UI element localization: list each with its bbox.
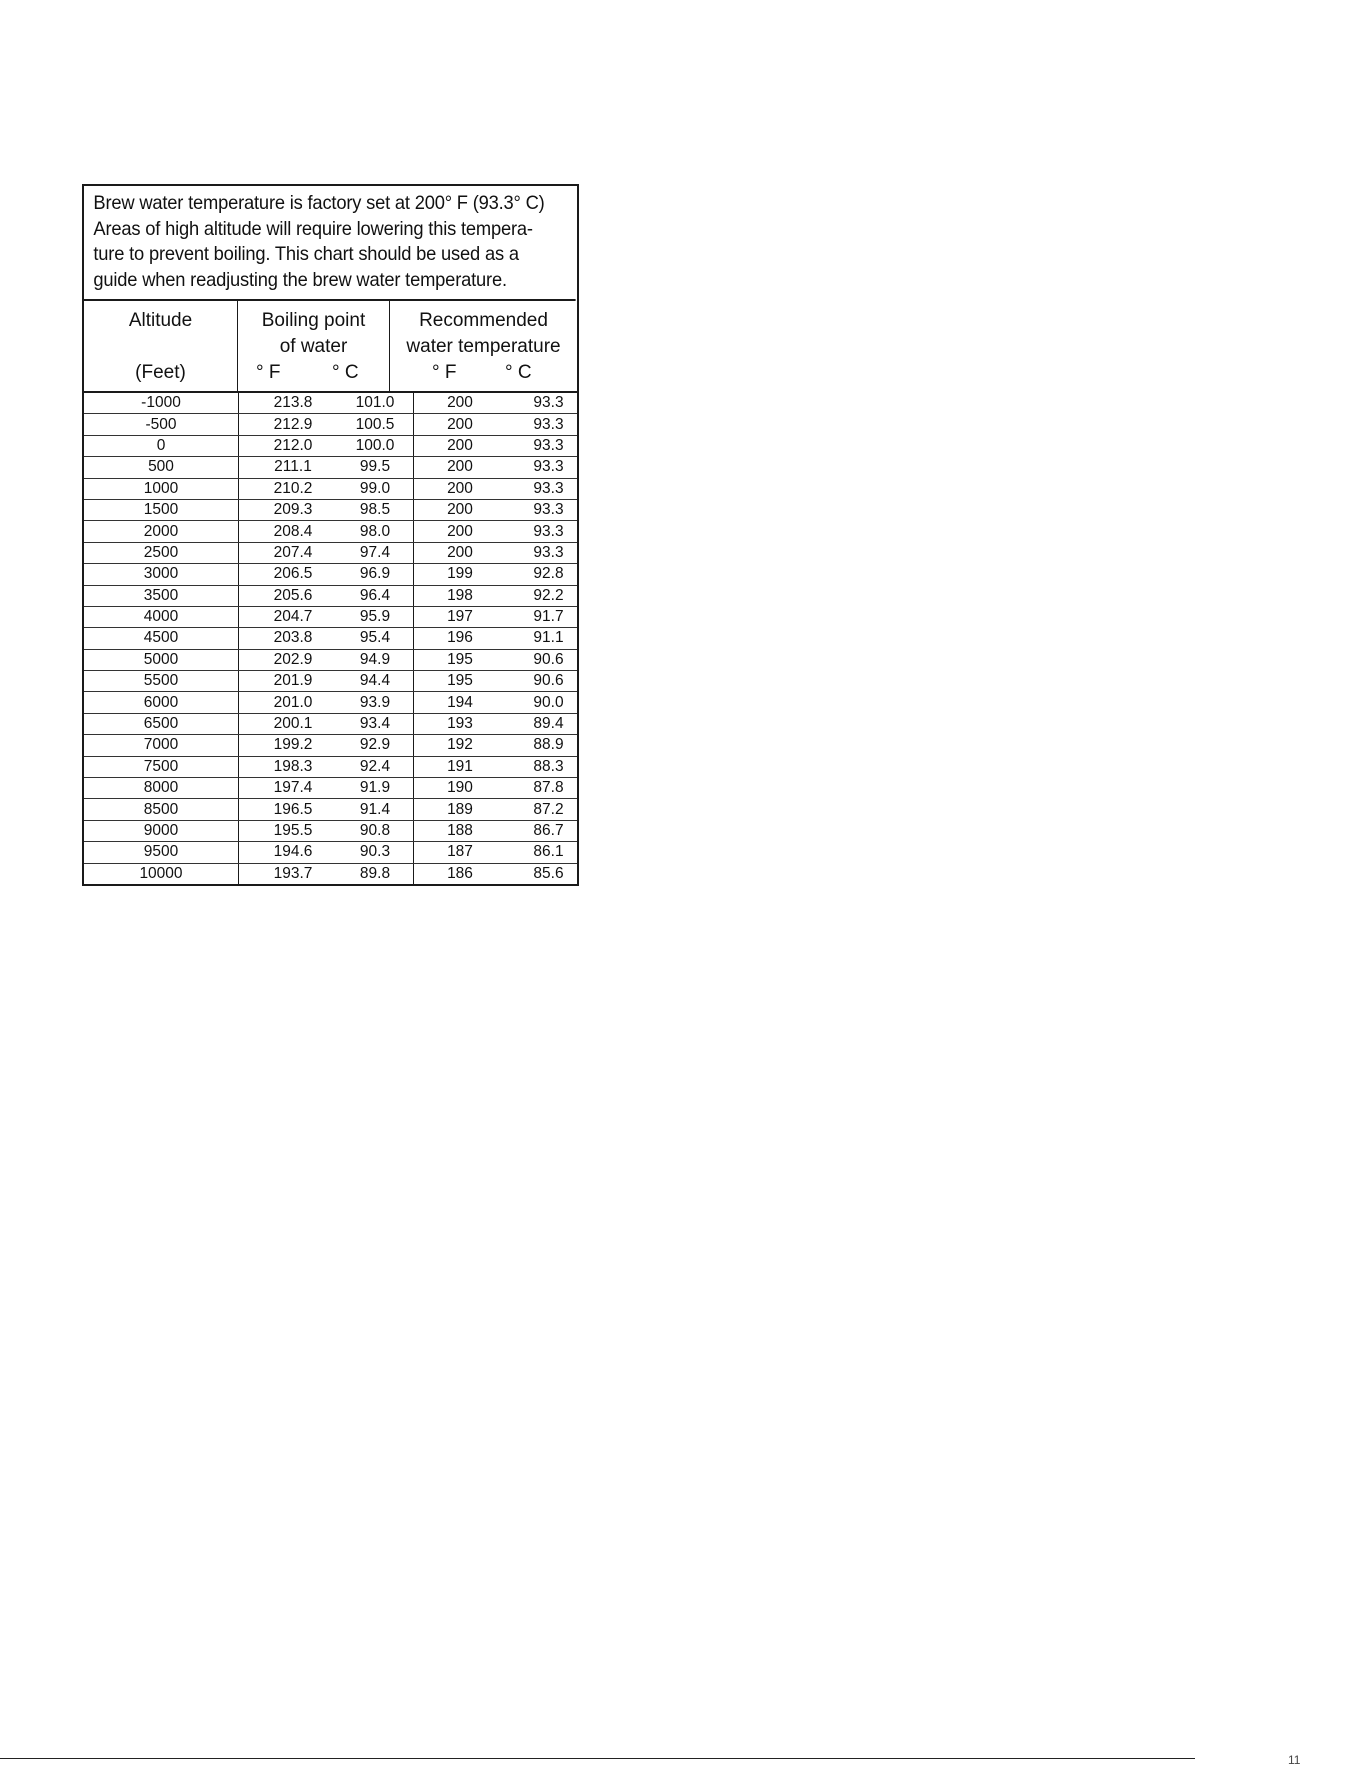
- cell-recommended-f: 188: [414, 820, 507, 841]
- cell-recommended-c: 88.9: [506, 735, 577, 756]
- table-row: [84, 435, 577, 456]
- cell-recommended-c: 90.6: [506, 671, 577, 692]
- cell-altitude: 6000: [84, 692, 239, 713]
- cell-recommended-c: 93.3: [506, 457, 577, 478]
- cell-recommended-f: 187: [414, 842, 507, 863]
- cell-recommended-f: 195: [414, 649, 507, 670]
- cell-recommended-f: 200: [414, 521, 507, 542]
- cell-recommended-f: 200: [414, 414, 507, 435]
- cell-recommended-f: 194: [414, 692, 507, 713]
- table-row: [84, 799, 577, 820]
- cell-altitude: 1000: [84, 478, 239, 499]
- intro-line: Areas of high altitude will require lowering this tempera-: [93, 217, 533, 240]
- cell-altitude: 1500: [84, 499, 239, 520]
- cell-recommended-c: 93.3: [506, 521, 577, 542]
- cell-boiling-c: 90.3: [331, 842, 414, 863]
- cell-boiling-c: 93.4: [331, 713, 414, 734]
- cell-altitude: 3000: [84, 564, 239, 585]
- table-row: [84, 393, 577, 414]
- cell-recommended-c: 93.3: [506, 478, 577, 499]
- cell-boiling-f: 212.9: [239, 414, 332, 435]
- table-row: [84, 499, 577, 520]
- cell-altitude: -500: [84, 414, 239, 435]
- table-row: [84, 692, 577, 713]
- cell-altitude: 7500: [84, 756, 239, 777]
- cell-altitude: 4000: [84, 606, 239, 627]
- cell-altitude: 5500: [84, 671, 239, 692]
- cell-altitude: 3500: [84, 585, 239, 606]
- cell-boiling-f: 205.6: [239, 585, 332, 606]
- header-recommended-line2: water temperature: [406, 336, 561, 357]
- cell-boiling-f: 213.8: [239, 393, 332, 414]
- table-row: [84, 778, 577, 799]
- cell-boiling-f: 207.4: [239, 542, 332, 563]
- cell-boiling-f: 201.9: [239, 671, 332, 692]
- cell-boiling-f: 210.2: [239, 478, 332, 499]
- cell-boiling-c: 95.4: [331, 628, 414, 649]
- table-row: [84, 735, 577, 756]
- cell-recommended-f: 200: [414, 499, 507, 520]
- table-row: [84, 842, 577, 863]
- cell-recommended-c: 87.2: [506, 799, 577, 820]
- cell-boiling-c: 94.9: [331, 649, 414, 670]
- cell-boiling-c: 92.9: [331, 735, 414, 756]
- header-recommended-line1: Recommended: [419, 310, 548, 331]
- header-boiling-point: [238, 301, 390, 391]
- cell-altitude: 8000: [84, 778, 239, 799]
- cell-recommended-f: 199: [414, 564, 507, 585]
- cell-boiling-f: 194.6: [239, 842, 332, 863]
- table-row: [84, 564, 577, 585]
- cell-boiling-f: 196.5: [239, 799, 332, 820]
- chart-intro-text: [84, 186, 575, 301]
- cell-altitude: 6500: [84, 713, 239, 734]
- cell-recommended-c: 90.6: [506, 649, 577, 670]
- table-row: [84, 628, 577, 649]
- cell-recommended-c: 93.3: [506, 393, 577, 414]
- cell-boiling-f: 208.4: [239, 521, 332, 542]
- cell-recommended-f: 189: [414, 799, 507, 820]
- header-altitude: [84, 301, 238, 391]
- cell-boiling-f: 206.5: [239, 564, 332, 585]
- cell-boiling-c: 89.8: [331, 863, 414, 884]
- table-row: [84, 649, 577, 670]
- cell-recommended-f: 191: [414, 756, 507, 777]
- table-row: [84, 414, 577, 435]
- cell-altitude: 4500: [84, 628, 239, 649]
- cell-recommended-c: 93.3: [506, 435, 577, 456]
- cell-altitude: 500: [84, 457, 239, 478]
- altitude-temperature-chart: [82, 184, 579, 886]
- cell-recommended-c: 87.8: [506, 778, 577, 799]
- table-row: [84, 542, 577, 563]
- table-row: [84, 820, 577, 841]
- header-boiling-line1: Boiling point: [261, 310, 366, 331]
- header-altitude-label: Altitude: [128, 310, 193, 331]
- cell-recommended-c: 85.6: [533, 864, 564, 882]
- cell-altitude: 2000: [84, 521, 239, 542]
- cell-recommended-c: 93.3: [506, 499, 577, 520]
- cell-recommended-c: 90.0: [506, 692, 577, 713]
- cell-boiling-c: 98.0: [331, 521, 414, 542]
- cell-boiling-f: 200.1: [239, 713, 332, 734]
- cell-boiling-c: 90.8: [331, 820, 414, 841]
- cell-boiling-c: 97.4: [331, 542, 414, 563]
- cell-recommended-f: 193: [414, 713, 507, 734]
- cell-recommended-f: 195: [414, 671, 507, 692]
- cell-boiling-c: 99.0: [331, 478, 414, 499]
- cell-boiling-f: 204.7: [239, 606, 332, 627]
- table-row: [84, 585, 577, 606]
- cell-recommended-c: 88.3: [506, 756, 577, 777]
- cell-boiling-c: 99.5: [331, 457, 414, 478]
- cell-boiling-f: 202.9: [239, 649, 332, 670]
- cell-recommended-f: 196: [414, 628, 507, 649]
- cell-altitude: 5000: [84, 649, 239, 670]
- header-recommended: [390, 301, 577, 391]
- cell-recommended-f: 200: [414, 435, 507, 456]
- cell-boiling-c: 100.5: [331, 414, 414, 435]
- header-boiling-unit-f: ° F: [256, 362, 281, 383]
- cell-boiling-f: 209.3: [239, 499, 332, 520]
- table-row: [84, 606, 577, 627]
- table-row: [84, 457, 577, 478]
- cell-boiling-f: 197.4: [239, 778, 332, 799]
- cell-recommended-c: 89.4: [506, 713, 577, 734]
- table-row: [84, 478, 577, 499]
- cell-recommended-f: 192: [414, 735, 507, 756]
- cell-recommended-f: 200: [414, 393, 507, 414]
- cell-boiling-f: 198.3: [239, 756, 332, 777]
- cell-recommended-c: 92.8: [506, 564, 577, 585]
- cell-recommended-c: 86.7: [506, 820, 577, 841]
- cell-recommended-f: 197: [414, 606, 507, 627]
- table-row: [84, 713, 577, 734]
- cell-boiling-c: 96.4: [331, 585, 414, 606]
- cell-boiling-c: 93.9: [331, 692, 414, 713]
- cell-boiling-f: 199.2: [239, 735, 332, 756]
- cell-recommended-c: 91.1: [506, 628, 577, 649]
- cell-altitude: 10000: [84, 863, 239, 884]
- cell-recommended-c: 91.7: [506, 606, 577, 627]
- cell-boiling-f: 211.1: [239, 457, 332, 478]
- table-row: [84, 671, 577, 692]
- cell-boiling-f: 195.5: [239, 820, 332, 841]
- cell-recommended-f: 200: [414, 457, 507, 478]
- cell-boiling-c: 91.4: [331, 799, 414, 820]
- cell-boiling-f: 203.8: [239, 628, 332, 649]
- cell-recommended-c: 93.3: [506, 414, 577, 435]
- cell-boiling-c: 92.4: [331, 756, 414, 777]
- cell-altitude: 9000: [84, 820, 239, 841]
- cell-boiling-f: 212.0: [239, 435, 332, 456]
- intro-line: guide when readjusting the brew water temperature.: [93, 268, 507, 291]
- table-row: [84, 863, 577, 884]
- cell-recommended-f: 186: [447, 864, 473, 882]
- intro-line: Brew water temperature is factory set at 200° F (93.3° C): [93, 192, 545, 214]
- header-recommended-unit-c: ° C: [505, 362, 532, 383]
- page-number: 11: [1288, 1753, 1301, 1767]
- cell-altitude: 9500: [84, 842, 239, 863]
- cell-recommended-f: 200: [414, 542, 507, 563]
- cell-boiling-f: 201.0: [239, 692, 332, 713]
- header-boiling-unit-c: ° C: [332, 362, 359, 383]
- cell-altitude: 7000: [84, 735, 239, 756]
- table-row: [84, 756, 577, 777]
- cell-boiling-c: 95.9: [331, 606, 414, 627]
- cell-boiling-c: 98.5: [331, 499, 414, 520]
- cell-recommended-c: 93.3: [506, 542, 577, 563]
- cell-boiling-f: 193.7: [273, 864, 313, 882]
- cell-recommended-c: 86.1: [506, 842, 577, 863]
- cell-altitude: 8500: [84, 799, 239, 820]
- cell-boiling-c: 100.0: [331, 435, 414, 456]
- cell-altitude: -1000: [84, 393, 239, 414]
- intro-line: ture to prevent boiling. This chart should be used as a: [93, 243, 519, 265]
- footer-rule: [0, 1758, 1195, 1759]
- table-header: [84, 301, 577, 393]
- temperature-table: [84, 393, 577, 884]
- cell-altitude: 0: [84, 435, 239, 456]
- cell-boiling-c: 94.4: [331, 671, 414, 692]
- header-recommended-unit-f: ° F: [432, 362, 457, 383]
- cell-recommended-f: 200: [414, 478, 507, 499]
- cell-boiling-c: 91.9: [331, 778, 414, 799]
- cell-boiling-c: 101.0: [331, 393, 414, 414]
- cell-recommended-f: 190: [414, 778, 507, 799]
- cell-recommended-f: 198: [414, 585, 507, 606]
- cell-altitude: 2500: [84, 542, 239, 563]
- temperature-table-body: [84, 393, 577, 884]
- cell-recommended-c: 92.2: [506, 585, 577, 606]
- cell-boiling-c: 96.9: [331, 564, 414, 585]
- table-row: [84, 521, 577, 542]
- header-altitude-unit: (Feet): [135, 362, 186, 383]
- header-boiling-line2: of water: [279, 336, 348, 357]
